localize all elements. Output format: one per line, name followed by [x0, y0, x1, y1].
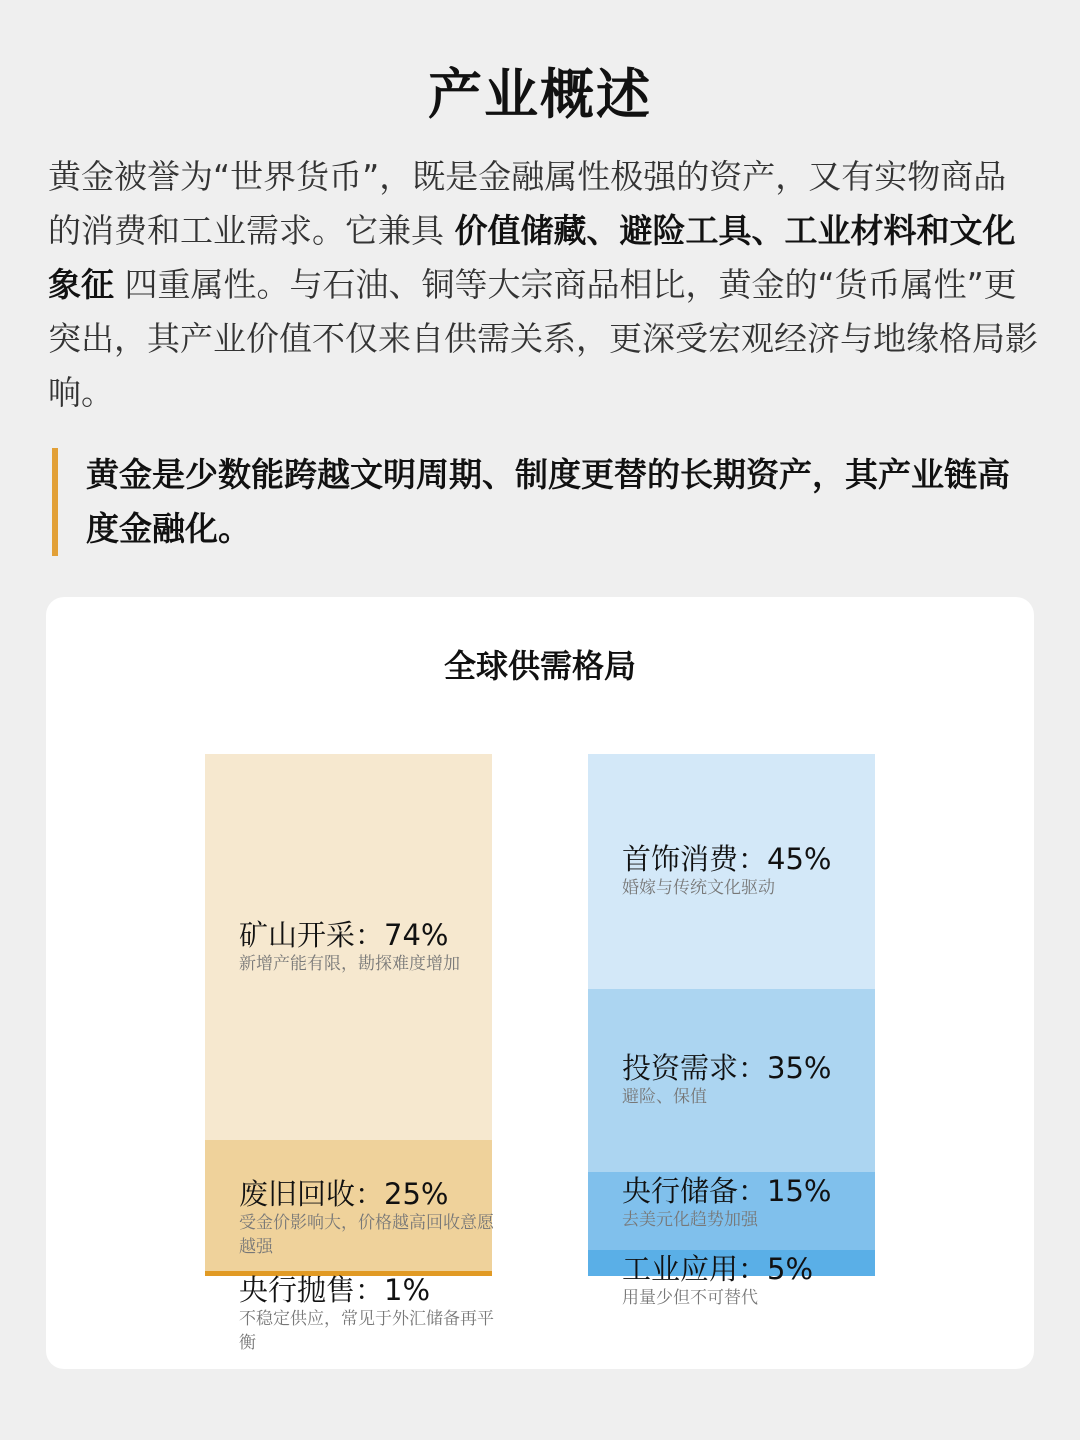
demand-label-jewelry-name: 首饰消费：45% — [622, 842, 832, 877]
demand-label-jewelry — [622, 842, 882, 900]
intro-paragraph — [48, 150, 1038, 420]
supply-label-mining — [239, 918, 499, 976]
supply-column — [205, 754, 494, 1353]
supply-demand-card — [46, 597, 1034, 1369]
demand-label-central-bank-reserves-note: 去美元化趋势加强 — [622, 1209, 758, 1230]
demand-label-investment — [622, 1051, 882, 1109]
supply-label-recycling-name: 废旧回收：25% — [239, 1176, 449, 1211]
intro-text-part2: 四重属性。与石油、铜等大宗商品相比，黄金的“货币属性”更突出，其产业价值不仅来自供需关系，更深受宏观经济与地缘格局影响。 — [48, 265, 1038, 412]
demand-label-industrial-name: 工业应用：5% — [622, 1251, 814, 1286]
demand-label-central-bank-reserves-name: 央行储备：15% — [622, 1173, 832, 1208]
demand-label-jewelry-note: 婚嫁与传统文化驱动 — [622, 878, 775, 899]
supply-label-mining-note: 新增产能有限，勘探难度增加 — [239, 954, 460, 975]
card-title: 全球供需格局 — [443, 647, 636, 685]
demand-column — [588, 754, 875, 1308]
highlight-quote: 黄金是少数能跨越文明周期、制度更替的长期资产，其产业链高度金融化。 — [52, 448, 1042, 556]
demand-label-investment-note: 避险、保值 — [622, 1087, 707, 1108]
supply-label-central-bank-sales — [239, 1273, 499, 1355]
demand-label-investment-name: 投资需求：35% — [622, 1051, 832, 1086]
supply-label-recycling — [239, 1177, 499, 1259]
supply-label-mining-name: 矿山开采：74% — [239, 918, 449, 953]
page-title: 产业概述 — [428, 63, 652, 126]
demand-label-central-bank-reserves — [622, 1174, 882, 1232]
demand-label-industrial-note: 用量少但不可替代 — [622, 1287, 758, 1308]
intro-text-bold: 价值储藏、避险工具、工业材料和文化象征 — [48, 211, 1016, 304]
demand-label-industrial — [622, 1252, 882, 1310]
intro-text-part1: 黄金被誉为“世界货币”，既是金融属性极强的资产，又有实物商品的消费和工业需求。它兼具 — [48, 157, 1007, 250]
supply-label-central-bank-sales-name: 央行抛售：1% — [239, 1272, 431, 1307]
supply-label-central-bank-sales-note: 不稳定供应，常见于外汇储备再平衡 — [239, 1308, 494, 1353]
supply-label-recycling-note: 受金价影响大，价格越高回收意愿越强 — [239, 1212, 494, 1257]
